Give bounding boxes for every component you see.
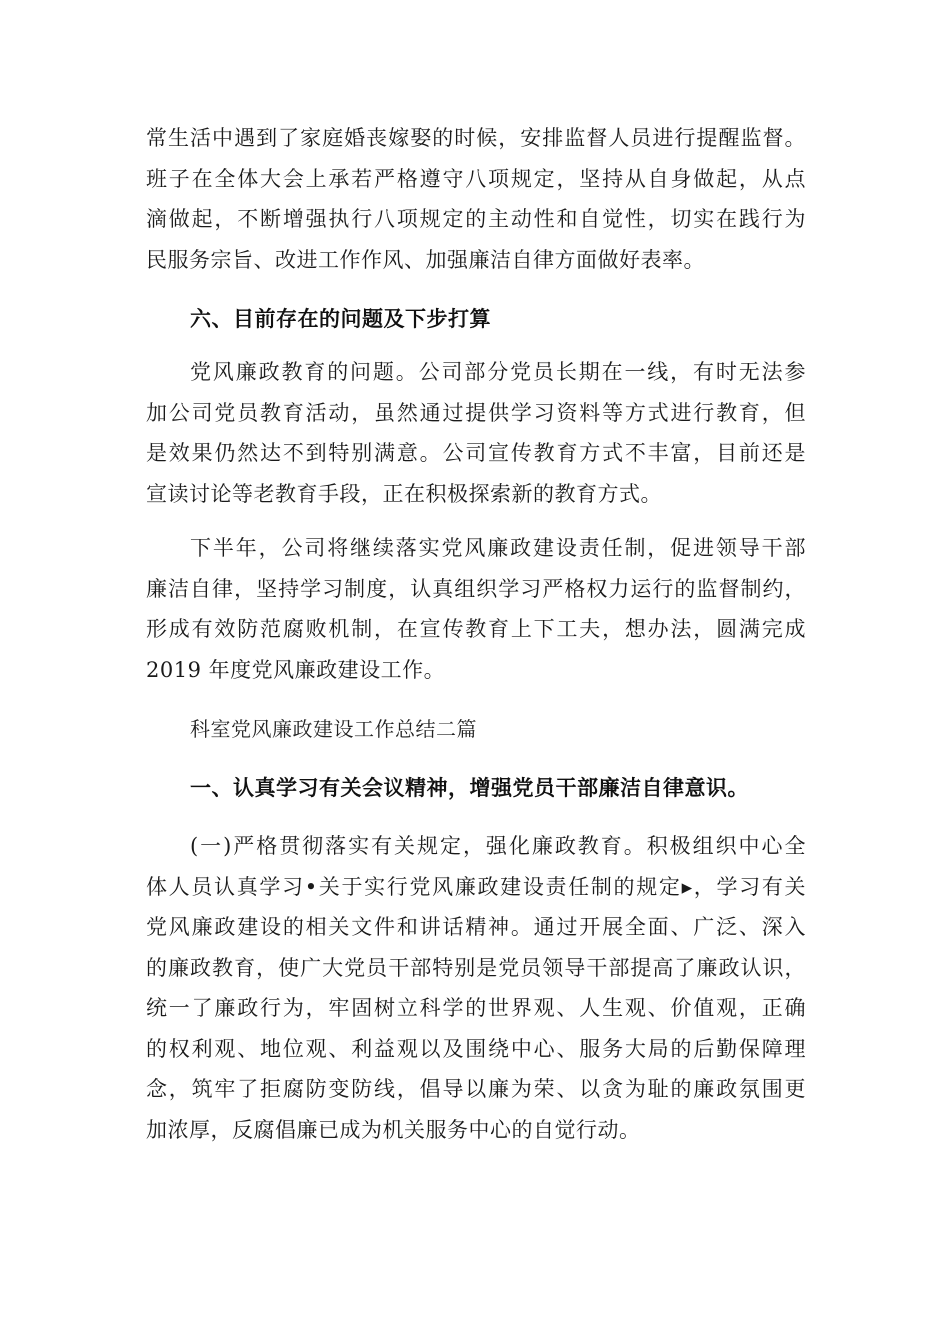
paragraph-line: 形成有效防范腐败机制，在宣传教育上下工夫，想办法，圆满完成 [146,617,806,641]
paragraph-line: 统一了廉政行为，牢固树立科学的世界观、人生观、价值观，正确 [146,996,806,1020]
paragraph-line: 党风廉政建设的相关文件和讲话精神。通过开展全面、广泛、深入 [146,915,806,939]
paragraph-line: 是效果仍然达不到特别满意。公司宣传教育方式不丰富，目前还是 [146,441,806,465]
paragraph-line: 的廉政教育，使广大党员干部特别是党员领导干部提高了廉政认识， [146,955,806,980]
paragraph-continuation [146,118,806,280]
paragraph-line: 的权利观、地位观、利益观以及围绕中心、服务大局的后勤保障理 [146,1036,806,1061]
section-heading-one: 一、认真学习有关会议精神，增强党员干部廉洁自律意识。 [190,776,749,800]
paragraph-line: (一)严格贯彻落实有关规定，强化廉政教育。积极组织中心全 [190,834,806,858]
paragraph-line: 班子在全体大会上承若严格遵守八项规定，坚持从自身做起，从点 [146,166,806,191]
paragraph-line: 2019 年度党风廉政建设工作。 [146,657,446,682]
paragraph-line: 宣读讨论等老教育手段，正在积极探索新的教育方式。 [146,481,662,506]
document-subtitle: 科室党风廉政建设工作总结二篇 [190,717,477,741]
paragraph-line: 下半年，公司将继续落实党风廉政建设责任制，促进领导干部 [190,536,806,560]
paragraph-line: 滴做起，不断增强执行八项规定的主动性和自觉性，切实在践行为 [146,207,806,231]
paragraph-strict-implementation [146,826,806,1150]
paragraph-line: 党风廉政教育的问题。公司部分党员长期在一线，有时无法参 [190,360,806,384]
paragraph-next-half-year [146,528,806,690]
paragraph-line: 常生活中遇到了家庭婚丧嫁娶的时候，安排监督人员进行提醒监督。 [146,126,806,150]
paragraph-education-issues [146,352,806,514]
section-heading-six: 六、目前存在的问题及下步打算 [190,307,491,331]
paragraph-line: 廉洁自律，坚持学习制度，认真组织学习严格权力运行的监督制约， [146,576,806,601]
paragraph-line: 加浓厚，反腐倡廉已成为机关服务中心的自觉行动。 [146,1117,641,1142]
paragraph-line: 念，筑牢了拒腐防变防线，倡导以廉为荣、以贪为耻的廉政氛围更 [146,1077,806,1101]
paragraph-line: 体人员认真学习•关于实行党风廉政建设责任制的规定▸，学习有关 [146,874,806,899]
paragraph-line: 加公司党员教育活动，虽然通过提供学习资料等方式进行教育，但 [146,400,806,425]
paragraph-line: 民服务宗旨、改进工作作风、加强廉洁自律方面做好表率。 [146,247,705,272]
